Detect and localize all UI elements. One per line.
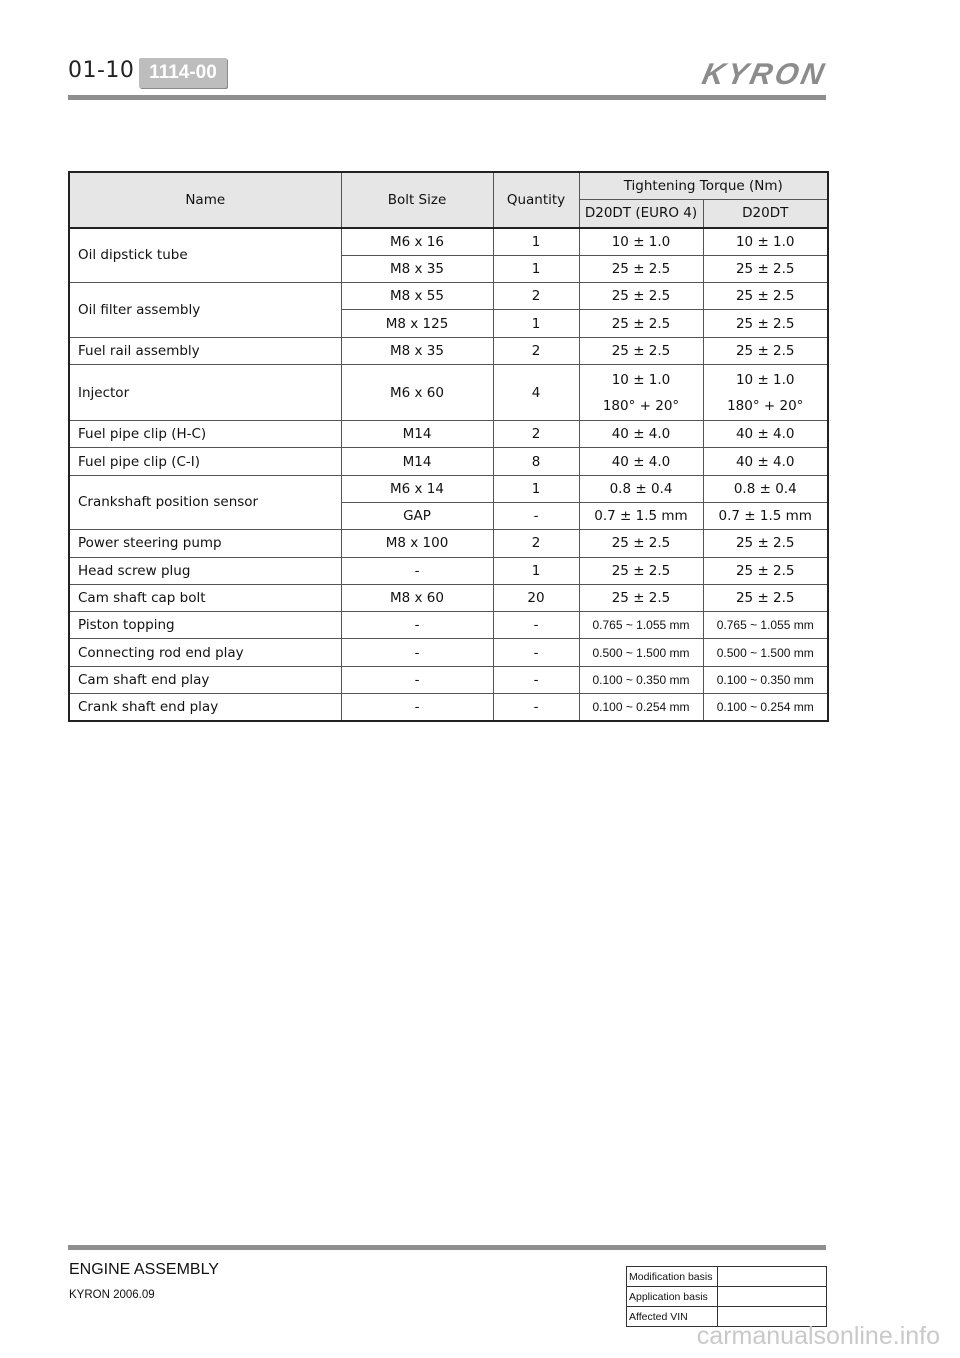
cell-name: Fuel pipe clip (C-I) xyxy=(69,448,341,475)
table-row xyxy=(69,421,828,448)
cell-torque-euro4: 0.7 ± 1.5 mm xyxy=(579,502,703,529)
table-row xyxy=(627,1267,827,1287)
cell-bolt-size: - xyxy=(341,612,493,639)
table-row xyxy=(69,365,828,421)
cell-bolt-size: M8 x 35 xyxy=(341,337,493,364)
table-row xyxy=(69,694,828,722)
cell-name: Connecting rod end play xyxy=(69,639,341,666)
cell-name: Fuel pipe clip (H-C) xyxy=(69,421,341,448)
cell-torque-d20dt: 40 ± 4.0 xyxy=(703,421,828,448)
cell-torque-d20dt: 0.500 ~ 1.500 mm xyxy=(703,639,828,666)
cell-torque-euro4: 25 ± 2.5 xyxy=(579,310,703,337)
cell-name: Piston topping xyxy=(69,612,341,639)
cell-torque-euro4: 0.100 ~ 0.254 mm xyxy=(579,694,703,722)
cell-torque-euro4: 0.765 ~ 1.055 mm xyxy=(579,612,703,639)
cell-torque-d20dt: 0.100 ~ 0.254 mm xyxy=(703,694,828,722)
cell-torque-d20dt: 40 ± 4.0 xyxy=(703,448,828,475)
cell-quantity: 1 xyxy=(493,228,579,256)
table-header xyxy=(69,172,828,228)
table-row xyxy=(627,1287,827,1307)
torque-value: 10 ± 1.0 xyxy=(611,371,671,388)
brand-logo: KYRON xyxy=(699,58,830,91)
cell-torque-d20dt: 0.100 ~ 0.350 mm xyxy=(703,666,828,693)
cell-bolt-size: - xyxy=(341,557,493,584)
cell-quantity: - xyxy=(493,639,579,666)
cell-torque-d20dt: 25 ± 2.5 xyxy=(703,557,828,584)
watermark: carmanualsonline.info xyxy=(696,1322,940,1350)
cell-name: Crank shaft end play xyxy=(69,694,341,722)
header-d20dt: D20DT xyxy=(703,200,828,228)
cell-name: Oil dipstick tube xyxy=(69,228,341,283)
table-row xyxy=(69,228,828,256)
cell-torque-euro4: 25 ± 2.5 xyxy=(579,530,703,557)
cell-torque-d20dt: 0.765 ~ 1.055 mm xyxy=(703,612,828,639)
cell-torque-d20dt: 25 ± 2.5 xyxy=(703,283,828,310)
cell-torque-euro4: 25 ± 2.5 xyxy=(579,283,703,310)
cell-quantity: 1 xyxy=(493,475,579,502)
cell-torque-euro4 xyxy=(579,365,703,421)
header-quantity: Quantity xyxy=(493,172,579,228)
application-basis-value xyxy=(718,1287,827,1307)
cell-bolt-size: M14 xyxy=(341,448,493,475)
header-name: Name xyxy=(69,172,341,228)
table-row xyxy=(69,475,828,502)
cell-bolt-size: M14 xyxy=(341,421,493,448)
cell-quantity: 2 xyxy=(493,337,579,364)
cell-torque-d20dt: 25 ± 2.5 xyxy=(703,584,828,611)
application-basis-label: Application basis xyxy=(627,1287,718,1307)
header-d20dt-euro4: D20DT (EURO 4) xyxy=(579,200,703,228)
torque-angle: 180° + 20° xyxy=(602,397,680,414)
table-row xyxy=(69,584,828,611)
cell-quantity: 2 xyxy=(493,283,579,310)
cell-quantity: 1 xyxy=(493,310,579,337)
modification-table xyxy=(626,1266,827,1327)
table-row xyxy=(69,639,828,666)
table-row xyxy=(69,448,828,475)
affected-vin-label: Affected VIN xyxy=(627,1307,718,1327)
cell-quantity: 2 xyxy=(493,421,579,448)
cell-name: Power steering pump xyxy=(69,530,341,557)
table-row xyxy=(69,666,828,693)
cell-name: Crankshaft position sensor xyxy=(69,475,341,530)
cell-torque-euro4: 25 ± 2.5 xyxy=(579,584,703,611)
cell-bolt-size: GAP xyxy=(341,502,493,529)
cell-bolt-size: M6 x 60 xyxy=(341,365,493,421)
cell-torque-d20dt xyxy=(703,365,828,421)
footer-model-date: KYRON 2006.09 xyxy=(69,1289,155,1301)
cell-quantity: 8 xyxy=(493,448,579,475)
cell-bolt-size: - xyxy=(341,666,493,693)
cell-quantity: 20 xyxy=(493,584,579,611)
cell-name: Cam shaft end play xyxy=(69,666,341,693)
cell-name: Fuel rail assembly xyxy=(69,337,341,364)
cell-name: Oil filter assembly xyxy=(69,283,341,338)
torque-value: 10 ± 1.0 xyxy=(735,371,795,388)
cell-bolt-size: M8 x 125 xyxy=(341,310,493,337)
cell-bolt-size: - xyxy=(341,694,493,722)
cell-name: Head screw plug xyxy=(69,557,341,584)
cell-bolt-size: M8 x 55 xyxy=(341,283,493,310)
table-row xyxy=(69,530,828,557)
cell-bolt-size: M8 x 100 xyxy=(341,530,493,557)
cell-quantity: - xyxy=(493,612,579,639)
cell-quantity: 1 xyxy=(493,557,579,584)
page-header xyxy=(0,0,960,110)
cell-quantity: 4 xyxy=(493,365,579,421)
cell-torque-d20dt: 25 ± 2.5 xyxy=(703,337,828,364)
header-bolt-size: Bolt Size xyxy=(341,172,493,228)
cell-torque-euro4: 40 ± 4.0 xyxy=(579,448,703,475)
cell-torque-euro4: 0.500 ~ 1.500 mm xyxy=(579,639,703,666)
table-row xyxy=(69,557,828,584)
cell-torque-d20dt: 25 ± 2.5 xyxy=(703,310,828,337)
cell-quantity: 2 xyxy=(493,530,579,557)
cell-torque-d20dt: 25 ± 2.5 xyxy=(703,530,828,557)
cell-torque-euro4: 25 ± 2.5 xyxy=(579,255,703,282)
cell-bolt-size: - xyxy=(341,639,493,666)
torque-angle: 180° + 20° xyxy=(727,397,804,414)
cell-quantity: 1 xyxy=(493,255,579,282)
header-divider xyxy=(68,95,826,100)
cell-torque-euro4: 0.100 ~ 0.350 mm xyxy=(579,666,703,693)
table-row xyxy=(69,612,828,639)
footer-title: ENGINE ASSEMBLY xyxy=(69,1261,219,1278)
cell-torque-euro4: 25 ± 2.5 xyxy=(579,557,703,584)
cell-name: Cam shaft cap bolt xyxy=(69,584,341,611)
cell-bolt-size: M8 x 60 xyxy=(341,584,493,611)
section-code-badge: 1114-00 xyxy=(139,58,227,88)
cell-torque-euro4: 10 ± 1.0 xyxy=(579,228,703,256)
cell-bolt-size: M8 x 35 xyxy=(341,255,493,282)
cell-torque-euro4: 25 ± 2.5 xyxy=(579,337,703,364)
header-tightening-torque: Tightening Torque (Nm) xyxy=(579,172,828,200)
cell-bolt-size: M6 x 16 xyxy=(341,228,493,256)
cell-quantity: - xyxy=(493,502,579,529)
cell-quantity: - xyxy=(493,666,579,693)
cell-torque-d20dt: 25 ± 2.5 xyxy=(703,255,828,282)
cell-torque-d20dt: 10 ± 1.0 xyxy=(703,228,828,256)
modification-basis-label: Modification basis xyxy=(627,1267,718,1287)
cell-torque-euro4: 0.8 ± 0.4 xyxy=(579,475,703,502)
modification-basis-value xyxy=(718,1267,827,1287)
cell-name: Injector xyxy=(69,365,341,421)
cell-torque-euro4: 40 ± 4.0 xyxy=(579,421,703,448)
torque-spec-table xyxy=(68,171,829,722)
table-row xyxy=(69,283,828,310)
cell-quantity: - xyxy=(493,694,579,722)
table-row xyxy=(69,337,828,364)
cell-bolt-size: M6 x 14 xyxy=(341,475,493,502)
cell-torque-d20dt: 0.7 ± 1.5 mm xyxy=(703,502,828,529)
page-number: 01-10 xyxy=(68,58,135,83)
footer-divider xyxy=(68,1245,826,1250)
cell-torque-d20dt: 0.8 ± 0.4 xyxy=(703,475,828,502)
